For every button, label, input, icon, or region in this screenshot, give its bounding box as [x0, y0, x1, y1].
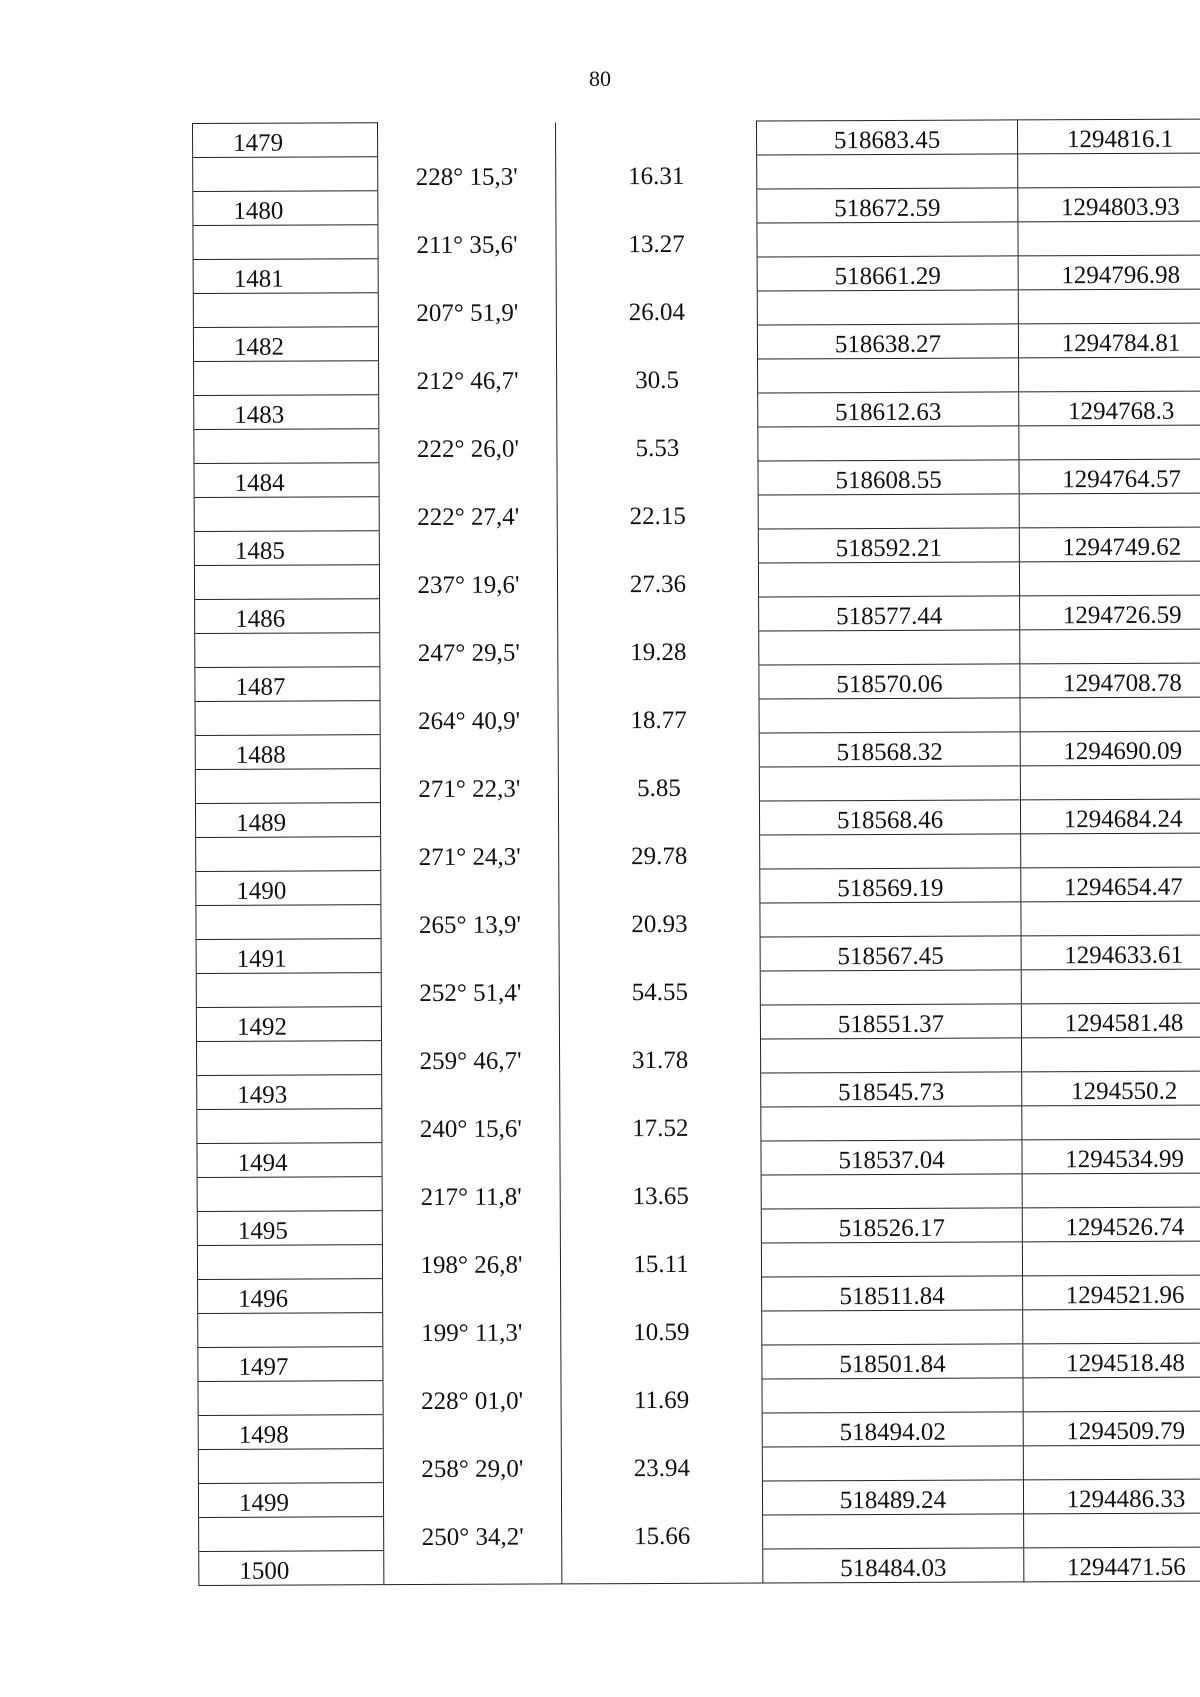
length-cell: 26.04 — [556, 291, 757, 326]
point-id-cell — [195, 701, 380, 736]
point-row — [198, 1411, 1200, 1449]
point-row — [199, 1547, 1200, 1585]
y-coordinate-cell — [1018, 289, 1200, 324]
point-id-cell: 1479 — [193, 123, 378, 158]
y-coordinate-cell — [1018, 153, 1200, 188]
length-cell — [559, 869, 760, 904]
length-cell: 19.28 — [558, 631, 759, 666]
y-coordinate-cell — [1022, 1173, 1200, 1208]
point-id-cell: 1492 — [196, 1007, 381, 1042]
angle-cell — [381, 1006, 559, 1041]
x-coordinate-cell: 518567.45 — [760, 936, 1021, 971]
point-id-cell: 1489 — [195, 803, 380, 838]
point-row — [196, 867, 1200, 905]
point-id-cell — [195, 633, 380, 668]
table-body — [193, 119, 1200, 1585]
point-row — [196, 935, 1200, 973]
length-cell: 15.11 — [560, 1243, 761, 1278]
segment-row — [197, 1105, 1200, 1143]
angle-cell: 207° 51,9' — [378, 292, 556, 327]
x-coordinate-cell: 518568.32 — [759, 732, 1020, 767]
point-id-cell — [194, 497, 379, 532]
segment-row — [197, 1173, 1200, 1211]
point-id-cell — [193, 157, 378, 192]
segment-row — [193, 153, 1200, 191]
y-coordinate-cell — [1019, 425, 1200, 460]
y-coordinate-cell: 1294581.48 — [1021, 1003, 1200, 1038]
point-id-cell — [197, 1109, 382, 1144]
angle-cell: 222° 27,4' — [379, 496, 557, 531]
y-coordinate-cell — [1019, 561, 1200, 596]
angle-cell: 199° 11,3' — [383, 1312, 561, 1347]
point-id-cell: 1491 — [196, 939, 381, 974]
y-coordinate-cell: 1294816.1 — [1017, 119, 1200, 154]
length-cell — [560, 1141, 761, 1176]
point-id-cell: 1483 — [194, 395, 379, 430]
x-coordinate-cell — [759, 630, 1020, 665]
point-id-cell: 1493 — [197, 1075, 382, 1110]
y-coordinate-cell — [1022, 1241, 1200, 1276]
y-coordinate-cell — [1023, 1309, 1200, 1344]
x-coordinate-cell: 518661.29 — [757, 256, 1018, 291]
length-cell: 13.65 — [560, 1175, 761, 1210]
y-coordinate-cell: 1294509.79 — [1023, 1411, 1200, 1446]
length-cell: 10.59 — [561, 1311, 762, 1346]
x-coordinate-cell: 518551.37 — [760, 1004, 1021, 1039]
angle-cell: 252° 51,4' — [381, 972, 559, 1007]
point-id-cell: 1485 — [194, 531, 379, 566]
y-coordinate-cell: 1294521.96 — [1023, 1275, 1200, 1310]
y-coordinate-cell: 1294726.59 — [1020, 595, 1200, 630]
length-cell — [555, 121, 756, 156]
length-cell: 22.15 — [557, 495, 758, 530]
x-coordinate-cell — [762, 1446, 1023, 1481]
x-coordinate-cell: 518577.44 — [759, 596, 1020, 631]
x-coordinate-cell — [761, 1038, 1022, 1073]
y-coordinate-cell — [1019, 357, 1200, 392]
angle-cell — [380, 598, 558, 633]
length-cell: 13.27 — [556, 223, 757, 258]
point-row — [197, 1207, 1200, 1245]
length-cell: 16.31 — [556, 155, 757, 190]
angle-cell: 217° 11,8' — [382, 1176, 560, 1211]
angle-cell: 258° 29,0' — [383, 1448, 561, 1483]
angle-cell — [380, 802, 558, 837]
x-coordinate-cell — [761, 1106, 1022, 1141]
segment-row — [198, 1377, 1200, 1415]
point-id-cell — [199, 1517, 384, 1552]
x-coordinate-cell — [757, 222, 1018, 257]
segment-row — [198, 1445, 1200, 1483]
x-coordinate-cell — [758, 426, 1019, 461]
length-cell: 23.94 — [561, 1447, 762, 1482]
length-cell: 29.78 — [559, 835, 760, 870]
point-id-cell — [196, 973, 381, 1008]
y-coordinate-cell: 1294690.09 — [1020, 731, 1200, 766]
length-cell: 15.66 — [562, 1515, 763, 1550]
y-coordinate-cell — [1020, 765, 1200, 800]
length-cell: 20.93 — [559, 903, 760, 938]
y-coordinate-cell: 1294526.74 — [1022, 1207, 1200, 1242]
angle-cell: 250° 34,2' — [384, 1516, 562, 1551]
x-coordinate-cell: 518511.84 — [762, 1276, 1023, 1311]
segment-row — [197, 1241, 1200, 1279]
x-coordinate-cell: 518612.63 — [758, 392, 1019, 427]
page-number: 80 — [589, 66, 611, 91]
point-row — [194, 459, 1200, 497]
point-id-cell: 1487 — [195, 667, 380, 702]
x-coordinate-cell: 518570.06 — [759, 664, 1020, 699]
point-row — [193, 323, 1200, 361]
angle-cell: 240° 15,6' — [382, 1108, 560, 1143]
length-cell — [556, 189, 757, 224]
segment-row — [195, 765, 1200, 803]
x-coordinate-cell: 518592.21 — [758, 528, 1019, 563]
point-id-cell: 1500 — [199, 1551, 384, 1586]
x-coordinate-cell: 518683.45 — [756, 120, 1017, 155]
angle-cell: 222° 26,0' — [379, 428, 557, 463]
y-coordinate-cell: 1294486.33 — [1023, 1479, 1200, 1514]
x-coordinate-cell: 518608.55 — [758, 460, 1019, 495]
point-id-cell: 1486 — [195, 599, 380, 634]
coordinates-table — [192, 119, 1200, 1586]
point-row — [195, 595, 1200, 633]
point-row — [198, 1479, 1200, 1517]
length-cell: 31.78 — [560, 1039, 761, 1074]
point-id-cell: 1482 — [193, 327, 378, 362]
angle-cell — [381, 938, 559, 973]
point-id-cell — [194, 429, 379, 464]
point-id-cell: 1480 — [193, 191, 378, 226]
x-coordinate-cell: 518501.84 — [762, 1344, 1023, 1379]
point-id-cell: 1496 — [198, 1279, 383, 1314]
segment-row — [199, 1513, 1200, 1551]
point-id-cell: 1484 — [194, 463, 379, 498]
x-coordinate-cell — [763, 1514, 1024, 1549]
length-cell — [559, 1005, 760, 1040]
point-row — [194, 527, 1200, 565]
length-cell — [561, 1413, 762, 1448]
y-coordinate-cell — [1021, 901, 1200, 936]
point-id-cell — [197, 1177, 382, 1212]
x-coordinate-cell — [762, 1378, 1023, 1413]
y-coordinate-cell — [1021, 969, 1200, 1004]
x-coordinate-cell — [762, 1310, 1023, 1345]
length-cell: 5.53 — [557, 427, 758, 462]
angle-cell — [379, 530, 557, 565]
angle-cell: 212° 46,7' — [379, 360, 557, 395]
segment-row — [194, 561, 1200, 599]
angle-cell — [378, 122, 556, 157]
x-coordinate-cell — [761, 1174, 1022, 1209]
x-coordinate-cell: 518568.46 — [759, 800, 1020, 835]
point-id-cell — [193, 225, 378, 260]
point-row — [193, 119, 1200, 157]
y-coordinate-cell: 1294633.61 — [1021, 935, 1200, 970]
point-row — [198, 1343, 1200, 1381]
angle-cell: 264° 40,9' — [380, 700, 558, 735]
y-coordinate-cell: 1294749.62 — [1019, 527, 1200, 562]
point-id-cell — [198, 1381, 383, 1416]
angle-cell — [382, 1074, 560, 1109]
y-coordinate-cell: 1294684.24 — [1020, 799, 1200, 834]
length-cell — [559, 937, 760, 972]
angle-cell: 211° 35,6' — [378, 224, 556, 259]
length-cell — [557, 393, 758, 428]
y-coordinate-cell — [1022, 1105, 1200, 1140]
angle-cell — [382, 1210, 560, 1245]
x-coordinate-cell: 518537.04 — [761, 1140, 1022, 1175]
point-row — [193, 187, 1200, 225]
point-row — [195, 731, 1200, 769]
segment-row — [196, 901, 1200, 939]
length-cell — [560, 1073, 761, 1108]
x-coordinate-cell: 518545.73 — [761, 1072, 1022, 1107]
segment-row — [196, 833, 1200, 871]
length-cell — [557, 529, 758, 564]
y-coordinate-cell — [1024, 1513, 1200, 1548]
y-coordinate-cell — [1020, 629, 1200, 664]
length-cell — [561, 1277, 762, 1312]
angle-cell — [383, 1278, 561, 1313]
point-id-cell: 1498 — [198, 1415, 383, 1450]
length-cell: 5.85 — [558, 767, 759, 802]
length-cell — [560, 1209, 761, 1244]
point-row — [195, 799, 1200, 837]
point-id-cell — [197, 1245, 382, 1280]
length-cell: 27.36 — [557, 563, 758, 598]
y-coordinate-cell: 1294784.81 — [1018, 323, 1200, 358]
angle-cell — [384, 1550, 562, 1585]
point-id-cell — [195, 769, 380, 804]
point-id-cell: 1495 — [197, 1211, 382, 1246]
angle-cell: 271° 24,3' — [381, 836, 559, 871]
angle-cell — [379, 394, 557, 429]
length-cell: 54.55 — [559, 971, 760, 1006]
angle-cell — [381, 870, 559, 905]
y-coordinate-cell: 1294764.57 — [1019, 459, 1200, 494]
x-coordinate-cell — [758, 494, 1019, 529]
segment-row — [194, 425, 1200, 463]
y-coordinate-cell: 1294550.2 — [1022, 1071, 1200, 1106]
point-id-cell: 1497 — [198, 1347, 383, 1382]
y-coordinate-cell — [1023, 1445, 1200, 1480]
x-coordinate-cell: 518489.24 — [762, 1480, 1023, 1515]
point-id-cell — [196, 837, 381, 872]
point-row — [198, 1275, 1200, 1313]
segment-row — [193, 289, 1200, 327]
x-coordinate-cell: 518484.03 — [763, 1548, 1024, 1583]
y-coordinate-cell: 1294708.78 — [1020, 663, 1200, 698]
angle-cell — [379, 462, 557, 497]
length-cell — [556, 325, 757, 360]
length-cell — [561, 1345, 762, 1380]
y-coordinate-cell: 1294471.56 — [1024, 1547, 1200, 1582]
point-id-cell: 1488 — [195, 735, 380, 770]
length-cell — [556, 257, 757, 292]
y-coordinate-cell — [1023, 1377, 1200, 1412]
point-id-cell — [194, 361, 379, 396]
angle-cell: 228° 15,3' — [378, 156, 556, 191]
y-coordinate-cell: 1294768.3 — [1019, 391, 1200, 426]
point-id-cell — [198, 1313, 383, 1348]
x-coordinate-cell — [759, 766, 1020, 801]
segment-row — [195, 697, 1200, 735]
x-coordinate-cell — [758, 358, 1019, 393]
point-id-cell: 1490 — [196, 871, 381, 906]
segment-row — [196, 969, 1200, 1007]
x-coordinate-cell: 518526.17 — [761, 1208, 1022, 1243]
angle-cell — [380, 666, 558, 701]
y-coordinate-cell: 1294518.48 — [1023, 1343, 1200, 1378]
segment-row — [193, 221, 1200, 259]
angle-cell — [378, 258, 556, 293]
y-coordinate-cell — [1021, 833, 1200, 868]
segment-row — [194, 357, 1200, 395]
x-coordinate-cell — [759, 698, 1020, 733]
point-id-cell — [197, 1041, 382, 1076]
point-row — [197, 1071, 1200, 1109]
segment-row — [194, 493, 1200, 531]
length-cell — [561, 1481, 762, 1516]
angle-cell — [383, 1482, 561, 1517]
x-coordinate-cell: 518569.19 — [760, 868, 1021, 903]
x-coordinate-cell — [761, 1242, 1022, 1277]
y-coordinate-cell — [1019, 493, 1200, 528]
angle-cell: 265° 13,9' — [381, 904, 559, 939]
segment-row — [197, 1037, 1200, 1075]
length-cell — [562, 1549, 763, 1584]
length-cell — [557, 461, 758, 496]
length-cell: 17.52 — [560, 1107, 761, 1142]
x-coordinate-cell — [757, 290, 1018, 325]
length-cell — [558, 597, 759, 632]
angle-cell — [378, 326, 556, 361]
angle-cell — [380, 734, 558, 769]
x-coordinate-cell — [760, 834, 1021, 869]
length-cell — [558, 665, 759, 700]
length-cell — [558, 733, 759, 768]
angle-cell: 259° 46,7' — [382, 1040, 560, 1075]
y-coordinate-cell — [1018, 221, 1200, 256]
x-coordinate-cell: 518494.02 — [762, 1412, 1023, 1447]
x-coordinate-cell: 518638.27 — [757, 324, 1018, 359]
angle-cell — [383, 1346, 561, 1381]
point-id-cell — [194, 565, 379, 600]
x-coordinate-cell — [760, 902, 1021, 937]
y-coordinate-cell: 1294796.98 — [1018, 255, 1200, 290]
point-id-cell: 1494 — [197, 1143, 382, 1178]
x-coordinate-cell — [758, 562, 1019, 597]
point-row — [193, 255, 1200, 293]
y-coordinate-cell: 1294534.99 — [1022, 1139, 1200, 1174]
angle-cell: 247° 29,5' — [380, 632, 558, 667]
angle-cell: 271° 22,3' — [380, 768, 558, 803]
length-cell: 11.69 — [561, 1379, 762, 1414]
point-row — [197, 1139, 1200, 1177]
angle-cell: 198° 26,8' — [382, 1244, 560, 1279]
point-row — [194, 391, 1200, 429]
angle-cell: 228° 01,0' — [383, 1380, 561, 1415]
angle-cell — [382, 1142, 560, 1177]
length-cell: 30.5 — [557, 359, 758, 394]
point-id-cell — [193, 293, 378, 328]
y-coordinate-cell — [1020, 697, 1200, 732]
point-id-cell: 1481 — [193, 259, 378, 294]
point-id-cell — [196, 905, 381, 940]
y-coordinate-cell — [1021, 1037, 1200, 1072]
point-id-cell — [198, 1449, 383, 1484]
length-cell — [558, 801, 759, 836]
x-coordinate-cell — [760, 970, 1021, 1005]
angle-cell: 237° 19,6' — [379, 564, 557, 599]
length-cell: 18.77 — [558, 699, 759, 734]
angle-cell — [383, 1414, 561, 1449]
segment-row — [198, 1309, 1200, 1347]
segment-row — [195, 629, 1200, 667]
angle-cell — [378, 190, 556, 225]
point-row — [196, 1003, 1200, 1041]
point-row — [195, 663, 1200, 701]
x-coordinate-cell: 518672.59 — [757, 188, 1018, 223]
x-coordinate-cell — [757, 154, 1018, 189]
point-id-cell: 1499 — [198, 1483, 383, 1518]
y-coordinate-cell: 1294654.47 — [1021, 867, 1200, 902]
y-coordinate-cell: 1294803.93 — [1018, 187, 1200, 222]
